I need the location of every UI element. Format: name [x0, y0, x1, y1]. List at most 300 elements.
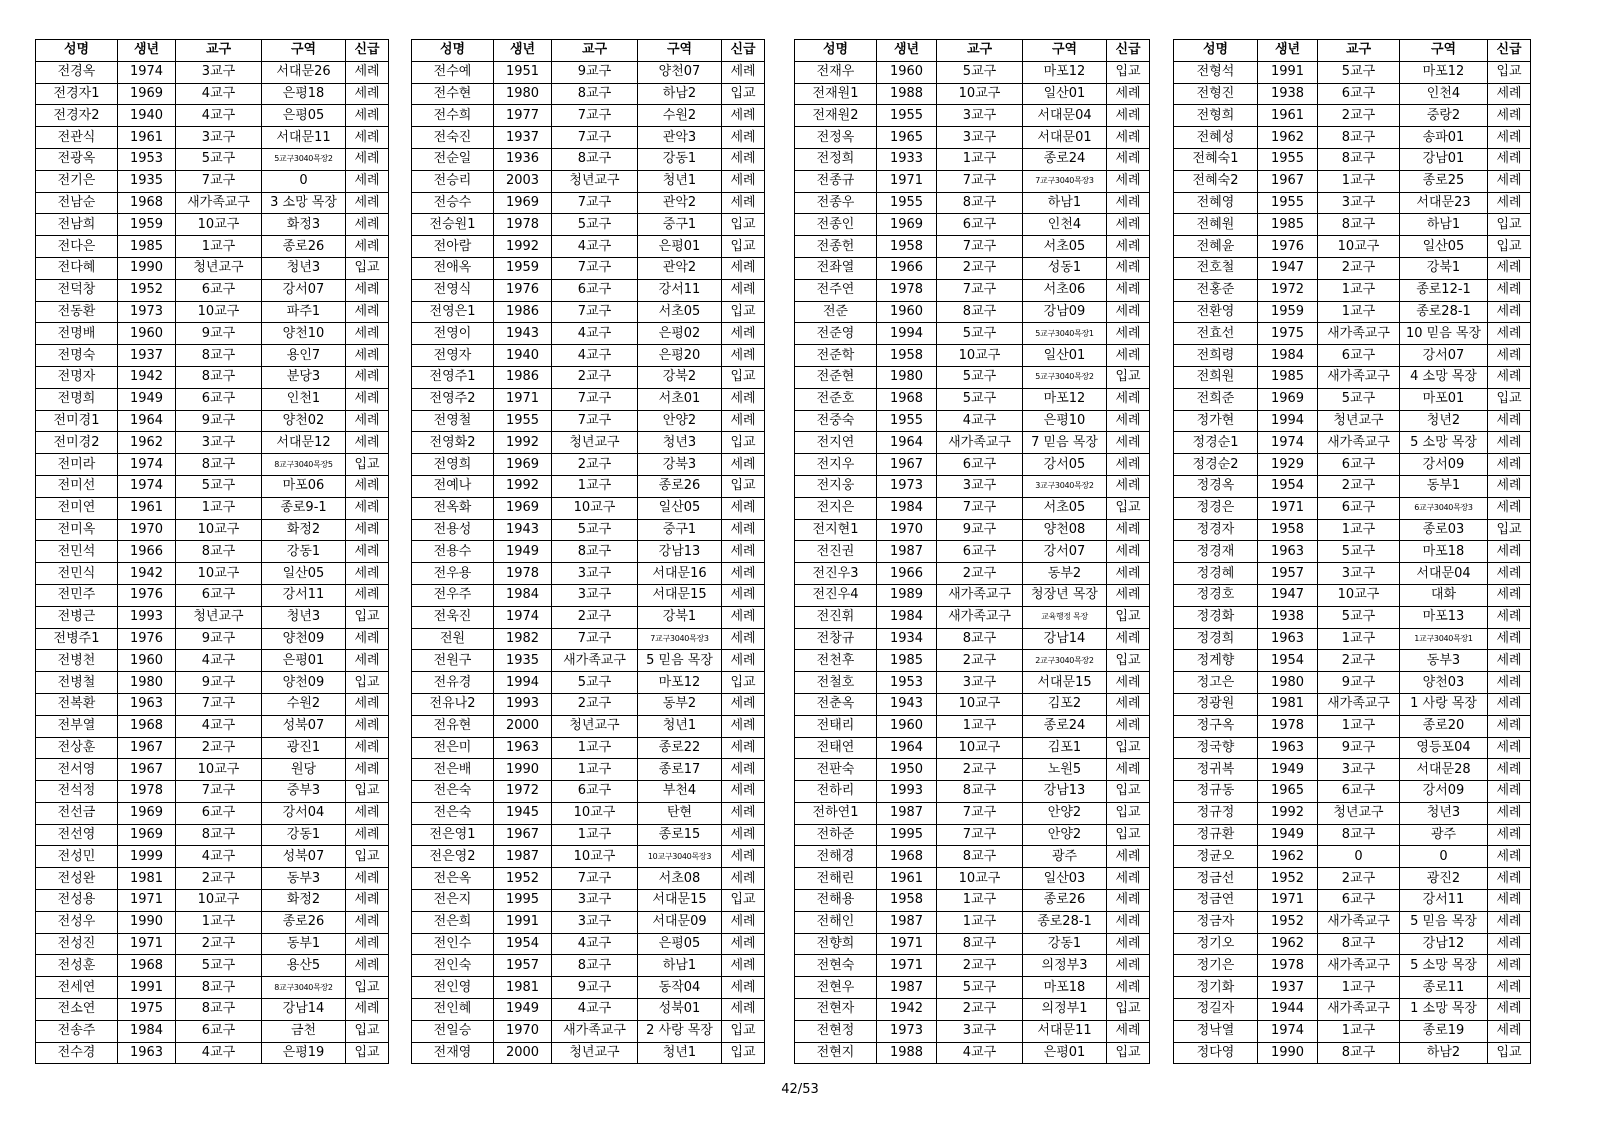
table-row: [795, 236, 1150, 258]
cell-zone: 서대문11: [262, 127, 346, 149]
cell-faith-level: 세례: [346, 999, 389, 1021]
table-row: [1174, 759, 1531, 781]
cell-district: 10교구: [937, 83, 1023, 105]
cell-faith-level: 입교: [1488, 519, 1531, 541]
cell-zone: 1교구3040목장1: [1400, 628, 1488, 650]
cell-name: 전희준: [1174, 388, 1258, 410]
cell-district: 1교구: [1318, 628, 1400, 650]
table-row: [36, 606, 389, 628]
cell-faith-level: 입교: [1488, 236, 1531, 258]
cell-faith-level: 세례: [346, 890, 389, 912]
cell-name: 전영화2: [412, 432, 494, 454]
cell-faith-level: 세례: [1107, 454, 1150, 476]
table-row: [412, 148, 765, 170]
cell-zone: 강남09: [1023, 301, 1107, 323]
cell-district: 3교구: [937, 127, 1023, 149]
cell-birth-year: 1955: [1258, 192, 1318, 214]
cell-name: 전하연1: [795, 802, 877, 824]
cell-faith-level: 입교: [1107, 650, 1150, 672]
cell-faith-level: 세례: [1107, 1020, 1150, 1042]
cell-name: 전춘옥: [795, 693, 877, 715]
cell-zone: 은평01: [262, 650, 346, 672]
cell-birth-year: 1949: [494, 999, 552, 1021]
cell-name: 전형진: [1174, 83, 1258, 105]
table-row: [1174, 868, 1531, 890]
cell-district: 10교구: [176, 301, 262, 323]
cell-faith-level: 세례: [722, 955, 765, 977]
cell-district: 5교구: [1318, 541, 1400, 563]
cell-zone: 강남13: [1023, 781, 1107, 803]
cell-district: 6교구: [937, 454, 1023, 476]
table-row: [1174, 410, 1531, 432]
cell-birth-year: 1958: [877, 890, 937, 912]
cell-name: 전승수: [412, 192, 494, 214]
cell-birth-year: 1934: [877, 628, 937, 650]
cell-faith-level: 세례: [346, 715, 389, 737]
cell-faith-level: 입교: [346, 672, 389, 694]
cell-district: 3교구: [1318, 192, 1400, 214]
table-row: [795, 388, 1150, 410]
cell-district: 8교구: [937, 846, 1023, 868]
column-header-zone: 구역: [1023, 40, 1107, 62]
cell-name: 정기화: [1174, 977, 1258, 999]
cell-birth-year: 1937: [494, 127, 552, 149]
cell-name: 전유현: [412, 715, 494, 737]
cell-district: 7교구: [552, 388, 638, 410]
cell-zone: 광주: [1400, 824, 1488, 846]
cell-zone: 5교구3040목장2: [1023, 366, 1107, 388]
cell-district: 청년교구: [552, 170, 638, 192]
cell-district: 3교구: [937, 1020, 1023, 1042]
table-row: [412, 105, 765, 127]
cell-birth-year: 1986: [494, 366, 552, 388]
cell-birth-year: 1963: [118, 1042, 176, 1064]
cell-name: 정규정: [1174, 802, 1258, 824]
table-row: [412, 846, 765, 868]
cell-name: 전수현: [412, 83, 494, 105]
cell-birth-year: 1968: [877, 846, 937, 868]
table-row: [36, 410, 389, 432]
cell-zone: 은평05: [262, 105, 346, 127]
column-header-district: 교구: [937, 40, 1023, 62]
table-row: [412, 584, 765, 606]
cell-birth-year: 1963: [494, 737, 552, 759]
cell-zone: 강북1: [1400, 257, 1488, 279]
cell-name: 전순일: [412, 148, 494, 170]
cell-zone: 관악2: [638, 192, 722, 214]
cell-name: 전예나: [412, 475, 494, 497]
table-row: [412, 999, 765, 1021]
cell-name: 전지웅: [795, 475, 877, 497]
cell-faith-level: 세례: [722, 127, 765, 149]
cell-name: 전영식: [412, 279, 494, 301]
cell-faith-level: 세례: [1107, 693, 1150, 715]
table-row: [412, 868, 765, 890]
cell-faith-level: 세례: [722, 759, 765, 781]
cell-faith-level: 세례: [722, 999, 765, 1021]
table-row: [795, 148, 1150, 170]
cell-zone: 청장년 목장: [1023, 584, 1107, 606]
cell-name: 전은배: [412, 759, 494, 781]
cell-name: 전은숙: [412, 781, 494, 803]
cell-faith-level: 세례: [346, 83, 389, 105]
cell-district: 3교구: [552, 911, 638, 933]
table-row: [412, 236, 765, 258]
cell-zone: 마포18: [1023, 977, 1107, 999]
cell-zone: 종로20: [1400, 715, 1488, 737]
cell-birth-year: 1966: [877, 563, 937, 585]
cell-faith-level: 세례: [346, 301, 389, 323]
cell-district: 2교구: [176, 737, 262, 759]
cell-zone: 일산01: [1023, 83, 1107, 105]
table-row: [1174, 497, 1531, 519]
cell-birth-year: 1937: [118, 345, 176, 367]
table-row: [36, 192, 389, 214]
cell-name: 전영희: [412, 454, 494, 476]
cell-birth-year: 1967: [877, 454, 937, 476]
cell-name: 전병근: [36, 606, 118, 628]
cell-faith-level: 세례: [346, 432, 389, 454]
cell-name: 전옥화: [412, 497, 494, 519]
cell-birth-year: 1978: [494, 563, 552, 585]
cell-district: 7교구: [552, 105, 638, 127]
table-row: [412, 759, 765, 781]
cell-district: 10교구: [176, 563, 262, 585]
cell-zone: 양천02: [262, 410, 346, 432]
table-row: [1174, 846, 1531, 868]
cell-faith-level: 세례: [346, 105, 389, 127]
cell-name: 전해경: [795, 846, 877, 868]
cell-birth-year: 1984: [118, 1020, 176, 1042]
cell-name: 정경순1: [1174, 432, 1258, 454]
cell-zone: 종로03: [1400, 519, 1488, 541]
cell-district: 10교구: [176, 519, 262, 541]
cell-name: 전서영: [36, 759, 118, 781]
cell-faith-level: 세례: [1488, 824, 1531, 846]
cell-zone: 성동1: [1023, 257, 1107, 279]
cell-zone: 동부1: [262, 933, 346, 955]
cell-faith-level: 입교: [1488, 388, 1531, 410]
cell-birth-year: 1944: [1258, 999, 1318, 1021]
table-row: [795, 475, 1150, 497]
page-number: 42/53: [781, 1082, 819, 1097]
cell-birth-year: 1969: [118, 83, 176, 105]
table-row: [795, 323, 1150, 345]
cell-name: 전정희: [795, 148, 877, 170]
cell-faith-level: 세례: [1107, 628, 1150, 650]
cell-zone: 강서07: [262, 279, 346, 301]
cell-zone: 강동1: [262, 541, 346, 563]
cell-name: 전형석: [1174, 61, 1258, 83]
table-row: [795, 61, 1150, 83]
cell-district: 2교구: [1318, 868, 1400, 890]
cell-faith-level: 세례: [722, 345, 765, 367]
cell-faith-level: 세례: [346, 911, 389, 933]
cell-district: 0: [1318, 846, 1400, 868]
table-row: [36, 83, 389, 105]
cell-birth-year: 1969: [494, 497, 552, 519]
table-row: [36, 563, 389, 585]
table-row: [1174, 563, 1531, 585]
cell-district: 3교구: [176, 127, 262, 149]
cell-birth-year: 1955: [1258, 148, 1318, 170]
cell-name: 전은미: [412, 737, 494, 759]
table-row: [1174, 715, 1531, 737]
cell-faith-level: 세례: [346, 410, 389, 432]
cell-faith-level: 세례: [1488, 323, 1531, 345]
cell-zone: 중구1: [638, 214, 722, 236]
table-row: [412, 672, 765, 694]
cell-zone: 화정3: [262, 214, 346, 236]
cell-faith-level: 입교: [346, 846, 389, 868]
table-row: [1174, 236, 1531, 258]
table-row: [795, 345, 1150, 367]
cell-zone: 노원5: [1023, 759, 1107, 781]
cell-name: 전은숙: [412, 802, 494, 824]
cell-birth-year: 1933: [877, 148, 937, 170]
table-row: [795, 693, 1150, 715]
cell-zone: 은평02: [638, 323, 722, 345]
cell-zone: 강서07: [1400, 345, 1488, 367]
cell-birth-year: 1992: [1258, 802, 1318, 824]
table-row: [1174, 584, 1531, 606]
cell-name: 전용수: [412, 541, 494, 563]
cell-birth-year: 1971: [877, 933, 937, 955]
cell-district: 7교구: [937, 279, 1023, 301]
cell-birth-year: 1952: [494, 868, 552, 890]
cell-faith-level: 세례: [1107, 410, 1150, 432]
cell-faith-level: 세례: [1107, 563, 1150, 585]
cell-district: 청년교구: [1318, 802, 1400, 824]
cell-zone: 은평19: [262, 1042, 346, 1064]
cell-district: 1교구: [552, 824, 638, 846]
cell-birth-year: 1968: [877, 388, 937, 410]
cell-name: 전명배: [36, 323, 118, 345]
cell-birth-year: 1993: [877, 781, 937, 803]
table-row: [412, 955, 765, 977]
cell-faith-level: 세례: [1488, 127, 1531, 149]
cell-zone: 일산01: [1023, 345, 1107, 367]
table-row: [412, 541, 765, 563]
cell-faith-level: 세례: [1488, 105, 1531, 127]
cell-faith-level: 세례: [722, 257, 765, 279]
table-row: [36, 802, 389, 824]
cell-district: 4교구: [552, 345, 638, 367]
table-row: [795, 781, 1150, 803]
cell-zone: 중부3: [262, 781, 346, 803]
cell-zone: 서대문23: [1400, 192, 1488, 214]
cell-district: 2교구: [552, 693, 638, 715]
cell-district: 8교구: [1318, 824, 1400, 846]
cell-zone: 청년3: [1400, 802, 1488, 824]
cell-birth-year: 1943: [877, 693, 937, 715]
cell-birth-year: 1955: [877, 192, 937, 214]
table-row: [36, 933, 389, 955]
cell-name: 전인혜: [412, 999, 494, 1021]
cell-zone: 서대문04: [1023, 105, 1107, 127]
cell-faith-level: 세례: [1488, 301, 1531, 323]
cell-zone: 강북2: [638, 366, 722, 388]
cell-district: 3교구: [937, 105, 1023, 127]
cell-name: 전지연: [795, 432, 877, 454]
column-header-birth-year: 생년: [877, 40, 937, 62]
cell-birth-year: 1960: [118, 323, 176, 345]
cell-faith-level: 세례: [1107, 83, 1150, 105]
cell-name: 전인수: [412, 933, 494, 955]
table-row: [412, 454, 765, 476]
table-row: [1174, 454, 1531, 476]
cell-name: 전병철: [36, 672, 118, 694]
table-row: [1174, 890, 1531, 912]
cell-faith-level: 세례: [1107, 911, 1150, 933]
cell-zone: 강서11: [1400, 890, 1488, 912]
cell-zone: 8교구3040목장2: [262, 977, 346, 999]
cell-zone: 0: [262, 170, 346, 192]
cell-district: 9교구: [176, 323, 262, 345]
cell-district: 5교구: [552, 214, 638, 236]
cell-birth-year: 1992: [494, 475, 552, 497]
cell-birth-year: 1988: [877, 83, 937, 105]
cell-zone: 서초01: [638, 388, 722, 410]
cell-name: 전소연: [36, 999, 118, 1021]
cell-name: 정균오: [1174, 846, 1258, 868]
cell-zone: 의정부3: [1023, 955, 1107, 977]
cell-birth-year: 1964: [118, 410, 176, 432]
cell-birth-year: 1943: [494, 323, 552, 345]
cell-faith-level: 세례: [346, 148, 389, 170]
cell-birth-year: 1987: [877, 802, 937, 824]
cell-birth-year: 1974: [118, 454, 176, 476]
cell-name: 전경자1: [36, 83, 118, 105]
cell-name: 전혜원: [1174, 214, 1258, 236]
cell-zone: 마포13: [1400, 606, 1488, 628]
cell-birth-year: 1954: [494, 933, 552, 955]
cell-district: 9교구: [1318, 672, 1400, 694]
table-row: [36, 388, 389, 410]
cell-district: 새가족교구: [176, 192, 262, 214]
cell-district: 7교구: [552, 410, 638, 432]
cell-zone: 성북07: [262, 715, 346, 737]
cell-name: 전판숙: [795, 759, 877, 781]
cell-faith-level: 세례: [346, 650, 389, 672]
cell-name: 전영주2: [412, 388, 494, 410]
cell-district: 2교구: [937, 759, 1023, 781]
cell-name: 전병천: [36, 650, 118, 672]
cell-zone: 양천07: [638, 61, 722, 83]
cell-faith-level: 세례: [1488, 759, 1531, 781]
table-row: [1174, 781, 1531, 803]
cell-name: 전혜숙1: [1174, 148, 1258, 170]
cell-name: 전민주: [36, 584, 118, 606]
cell-district: 6교구: [176, 584, 262, 606]
cell-zone: 의정부1: [1023, 999, 1107, 1021]
table-row: [1174, 628, 1531, 650]
cell-faith-level: 세례: [346, 236, 389, 258]
cell-faith-level: 세례: [1488, 890, 1531, 912]
cell-faith-level: 세례: [1488, 846, 1531, 868]
table-row: [36, 650, 389, 672]
cell-birth-year: 1960: [118, 650, 176, 672]
cell-zone: 서대문28: [1400, 759, 1488, 781]
cell-district: 5교구: [552, 672, 638, 694]
cell-birth-year: 1971: [1258, 497, 1318, 519]
table-row: [36, 345, 389, 367]
cell-birth-year: 1971: [877, 170, 937, 192]
cell-zone: 양천09: [262, 672, 346, 694]
cell-birth-year: 1952: [118, 279, 176, 301]
cell-birth-year: 1976: [118, 584, 176, 606]
cell-zone: 마포12: [1023, 388, 1107, 410]
cell-faith-level: 세례: [722, 148, 765, 170]
cell-birth-year: 1977: [494, 105, 552, 127]
cell-birth-year: 1947: [1258, 584, 1318, 606]
cell-faith-level: 입교: [722, 1020, 765, 1042]
table-row: [412, 737, 765, 759]
cell-name: 전은희: [412, 911, 494, 933]
cell-birth-year: 1935: [118, 170, 176, 192]
cell-district: 1교구: [176, 911, 262, 933]
cell-faith-level: 입교: [346, 257, 389, 279]
cell-district: 2교구: [937, 257, 1023, 279]
cell-zone: 동부1: [1400, 475, 1488, 497]
cell-district: 8교구: [1318, 214, 1400, 236]
cell-district: 새가족교구: [1318, 911, 1400, 933]
cell-zone: 은평10: [1023, 410, 1107, 432]
cell-district: 6교구: [1318, 890, 1400, 912]
table-row: [36, 977, 389, 999]
cell-faith-level: 입교: [346, 781, 389, 803]
cell-faith-level: 세례: [1488, 737, 1531, 759]
table-row: [36, 301, 389, 323]
cell-zone: 5 소망 목장: [1400, 955, 1488, 977]
cell-faith-level: 세례: [722, 606, 765, 628]
cell-zone: 광진2: [1400, 868, 1488, 890]
cell-name: 전미선: [36, 475, 118, 497]
cell-name: 전인숙: [412, 955, 494, 977]
cell-birth-year: 1951: [494, 61, 552, 83]
cell-name: 전정옥: [795, 127, 877, 149]
cell-faith-level: 세례: [1107, 672, 1150, 694]
cell-faith-level: 세례: [722, 715, 765, 737]
cell-birth-year: 1952: [1258, 868, 1318, 890]
cell-name: 전명숙: [36, 345, 118, 367]
cell-district: 새가족교구: [937, 432, 1023, 454]
cell-district: 7교구: [937, 236, 1023, 258]
cell-name: 전준: [795, 301, 877, 323]
cell-zone: 마포12: [1023, 61, 1107, 83]
cell-faith-level: 세례: [346, 61, 389, 83]
cell-faith-level: 세례: [1488, 606, 1531, 628]
cell-name: 전종헌: [795, 236, 877, 258]
cell-name: 정광원: [1174, 693, 1258, 715]
cell-name: 정국향: [1174, 737, 1258, 759]
cell-name: 정경옥: [1174, 475, 1258, 497]
table-row: [412, 345, 765, 367]
cell-birth-year: 1938: [1258, 606, 1318, 628]
cell-zone: 동부3: [262, 868, 346, 890]
cell-birth-year: 1975: [118, 999, 176, 1021]
table-row: [412, 563, 765, 585]
cell-faith-level: 입교: [722, 890, 765, 912]
cell-district: 3교구: [937, 672, 1023, 694]
cell-birth-year: 1953: [877, 672, 937, 694]
table-row: [36, 868, 389, 890]
table-row: [1174, 650, 1531, 672]
cell-birth-year: 1968: [118, 192, 176, 214]
cell-birth-year: 1981: [118, 868, 176, 890]
cell-birth-year: 1981: [1258, 693, 1318, 715]
cell-name: 전성진: [36, 933, 118, 955]
